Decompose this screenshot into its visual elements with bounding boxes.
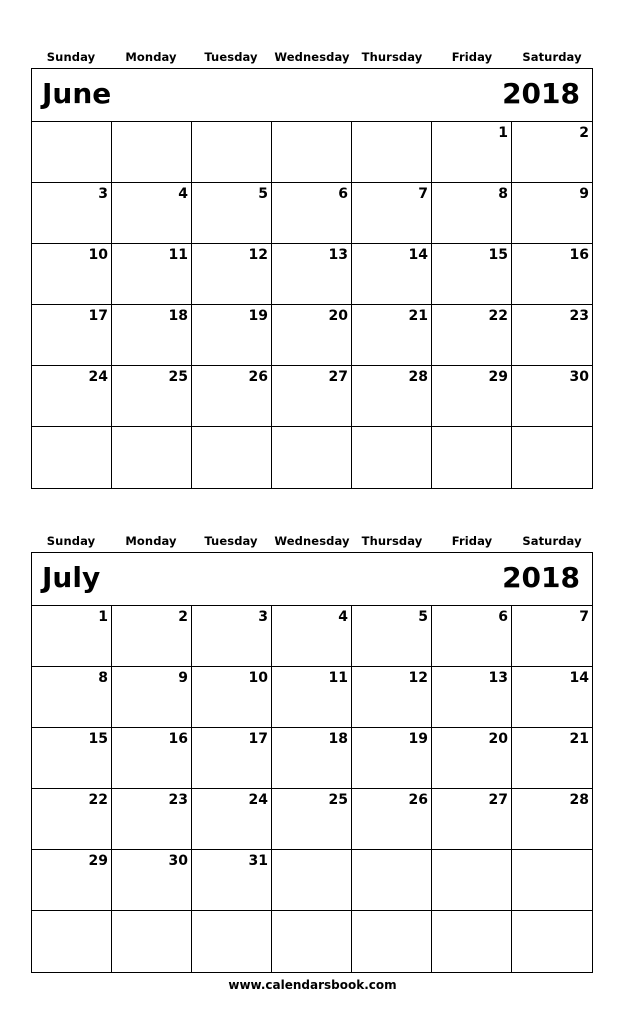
day-number: 18 — [328, 731, 348, 747]
weekday-header — [31, 534, 593, 552]
day-number: 10 — [88, 247, 108, 263]
day-cell — [192, 366, 272, 427]
day-cell — [512, 305, 592, 366]
day-number: 5 — [258, 186, 268, 202]
month-title-bar — [32, 553, 592, 606]
day-number: 24 — [248, 792, 268, 808]
day-cell — [512, 667, 592, 728]
day-cell — [432, 427, 512, 488]
day-number: 13 — [488, 670, 508, 686]
day-cell — [32, 789, 112, 850]
day-number: 13 — [328, 247, 348, 263]
day-number: 28 — [569, 792, 589, 808]
day-number: 20 — [488, 731, 508, 747]
day-number: 27 — [328, 369, 348, 385]
day-number: 6 — [338, 186, 348, 202]
month-title-bar — [32, 69, 592, 122]
calendar-table — [31, 68, 593, 489]
day-cell — [432, 728, 512, 789]
day-cell — [272, 850, 352, 911]
day-cell — [272, 122, 352, 183]
day-cell — [432, 789, 512, 850]
day-number: 21 — [569, 731, 589, 747]
day-cell — [272, 911, 352, 972]
day-cell — [112, 244, 192, 305]
day-number: 16 — [569, 247, 589, 263]
day-cell — [32, 911, 112, 972]
day-cell — [352, 606, 432, 667]
day-cell — [352, 244, 432, 305]
day-cell — [352, 850, 432, 911]
day-number: 9 — [178, 670, 188, 686]
day-cell — [112, 427, 192, 488]
day-number: 1 — [498, 125, 508, 141]
day-number: 23 — [168, 792, 188, 808]
day-number: 25 — [168, 369, 188, 385]
day-number: 7 — [579, 609, 589, 625]
day-cell — [432, 911, 512, 972]
day-cell — [432, 183, 512, 244]
day-number: 22 — [88, 792, 108, 808]
day-cell — [272, 366, 352, 427]
day-number: 14 — [408, 247, 428, 263]
day-cell — [512, 183, 592, 244]
day-cell — [32, 122, 112, 183]
day-number: 4 — [338, 609, 348, 625]
day-number: 3 — [98, 186, 108, 202]
day-number: 17 — [88, 308, 108, 324]
day-number: 14 — [569, 670, 589, 686]
calendar-table — [31, 552, 593, 973]
day-cell — [112, 305, 192, 366]
weekday-label: Friday — [451, 50, 493, 64]
day-cell — [512, 850, 592, 911]
day-cell — [352, 789, 432, 850]
day-cell — [112, 728, 192, 789]
day-number: 29 — [488, 369, 508, 385]
day-cell — [352, 122, 432, 183]
day-number: 17 — [248, 731, 268, 747]
day-cell — [352, 305, 432, 366]
day-cell — [112, 789, 192, 850]
day-cell — [32, 606, 112, 667]
day-cell — [352, 183, 432, 244]
day-cell — [512, 606, 592, 667]
footer-url: www.calendarsbook.com — [228, 978, 397, 992]
day-cell — [512, 244, 592, 305]
day-cell — [32, 244, 112, 305]
day-number: 5 — [418, 609, 428, 625]
day-number: 20 — [328, 308, 348, 324]
month-block-june — [31, 50, 593, 489]
day-cell — [512, 789, 592, 850]
day-cell — [192, 667, 272, 728]
day-cell — [352, 911, 432, 972]
day-cell — [432, 244, 512, 305]
day-cell — [512, 427, 592, 488]
day-number: 24 — [88, 369, 108, 385]
day-cell — [432, 122, 512, 183]
day-number: 11 — [328, 670, 348, 686]
day-number: 10 — [248, 670, 268, 686]
weekday-label: Wednesday — [274, 50, 350, 64]
day-number: 22 — [488, 308, 508, 324]
day-number: 8 — [498, 186, 508, 202]
day-cell — [272, 728, 352, 789]
day-cell — [432, 606, 512, 667]
day-cell — [112, 667, 192, 728]
weekday-label: Thursday — [361, 50, 423, 64]
day-number: 26 — [248, 369, 268, 385]
day-cell — [272, 667, 352, 728]
weekday-label: Tuesday — [204, 534, 258, 548]
day-number: 7 — [418, 186, 428, 202]
day-cell — [272, 244, 352, 305]
day-number: 19 — [408, 731, 428, 747]
day-cell — [32, 183, 112, 244]
weekday-label: Monday — [125, 534, 177, 548]
day-cell — [432, 667, 512, 728]
day-cell — [272, 427, 352, 488]
day-number: 31 — [248, 853, 268, 869]
day-number: 18 — [168, 308, 188, 324]
day-cell — [512, 122, 592, 183]
day-cell — [112, 850, 192, 911]
day-number: 29 — [88, 853, 108, 869]
day-cell — [192, 122, 272, 183]
day-number: 27 — [488, 792, 508, 808]
month-year: 2018 — [502, 561, 580, 594]
day-cell — [432, 366, 512, 427]
day-number: 15 — [488, 247, 508, 263]
weekday-label: Sunday — [46, 534, 96, 548]
day-number: 4 — [178, 186, 188, 202]
weekday-label: Monday — [125, 50, 177, 64]
day-cell — [192, 850, 272, 911]
weekday-label: Sunday — [46, 50, 96, 64]
day-cell — [272, 183, 352, 244]
day-number: 1 — [98, 609, 108, 625]
day-cell — [432, 850, 512, 911]
day-cell — [192, 911, 272, 972]
day-number: 28 — [408, 369, 428, 385]
day-cell — [32, 305, 112, 366]
month-name: June — [42, 77, 112, 110]
day-cell — [192, 606, 272, 667]
day-number: 11 — [168, 247, 188, 263]
day-cell — [192, 305, 272, 366]
weekday-label: Friday — [451, 534, 493, 548]
month-block-july — [31, 534, 593, 973]
day-cell — [512, 911, 592, 972]
day-number: 26 — [408, 792, 428, 808]
day-cell — [352, 427, 432, 488]
weekday-header — [31, 50, 593, 68]
day-cell — [352, 667, 432, 728]
day-number: 9 — [579, 186, 589, 202]
day-number: 8 — [98, 670, 108, 686]
day-cell — [192, 789, 272, 850]
day-number: 2 — [579, 125, 589, 141]
day-cell — [32, 728, 112, 789]
day-grid — [32, 122, 592, 488]
day-cell — [512, 366, 592, 427]
day-number: 30 — [569, 369, 589, 385]
day-number: 6 — [498, 609, 508, 625]
day-cell — [32, 366, 112, 427]
day-cell — [112, 911, 192, 972]
day-number: 30 — [168, 853, 188, 869]
day-cell — [192, 244, 272, 305]
day-cell — [272, 606, 352, 667]
day-cell — [352, 728, 432, 789]
day-number: 23 — [569, 308, 589, 324]
day-cell — [32, 427, 112, 488]
weekday-label: Wednesday — [274, 534, 350, 548]
weekday-label: Saturday — [522, 50, 582, 64]
weekday-label: Thursday — [361, 534, 423, 548]
day-number: 12 — [408, 670, 428, 686]
day-cell — [32, 667, 112, 728]
day-number: 16 — [168, 731, 188, 747]
day-cell — [352, 366, 432, 427]
day-cell — [112, 122, 192, 183]
day-cell — [272, 789, 352, 850]
day-cell — [512, 728, 592, 789]
day-number: 19 — [248, 308, 268, 324]
day-grid — [32, 606, 592, 972]
day-number: 21 — [408, 308, 428, 324]
day-cell — [32, 850, 112, 911]
day-cell — [192, 728, 272, 789]
day-cell — [112, 366, 192, 427]
day-cell — [432, 305, 512, 366]
day-cell — [272, 305, 352, 366]
day-cell — [112, 606, 192, 667]
day-number: 3 — [258, 609, 268, 625]
day-cell — [112, 183, 192, 244]
weekday-label: Tuesday — [204, 50, 258, 64]
day-number: 25 — [328, 792, 348, 808]
day-number: 12 — [248, 247, 268, 263]
day-number: 2 — [178, 609, 188, 625]
day-cell — [192, 427, 272, 488]
day-number: 15 — [88, 731, 108, 747]
day-cell — [192, 183, 272, 244]
month-name: July — [42, 561, 101, 594]
month-year: 2018 — [502, 77, 580, 110]
weekday-label: Saturday — [522, 534, 582, 548]
